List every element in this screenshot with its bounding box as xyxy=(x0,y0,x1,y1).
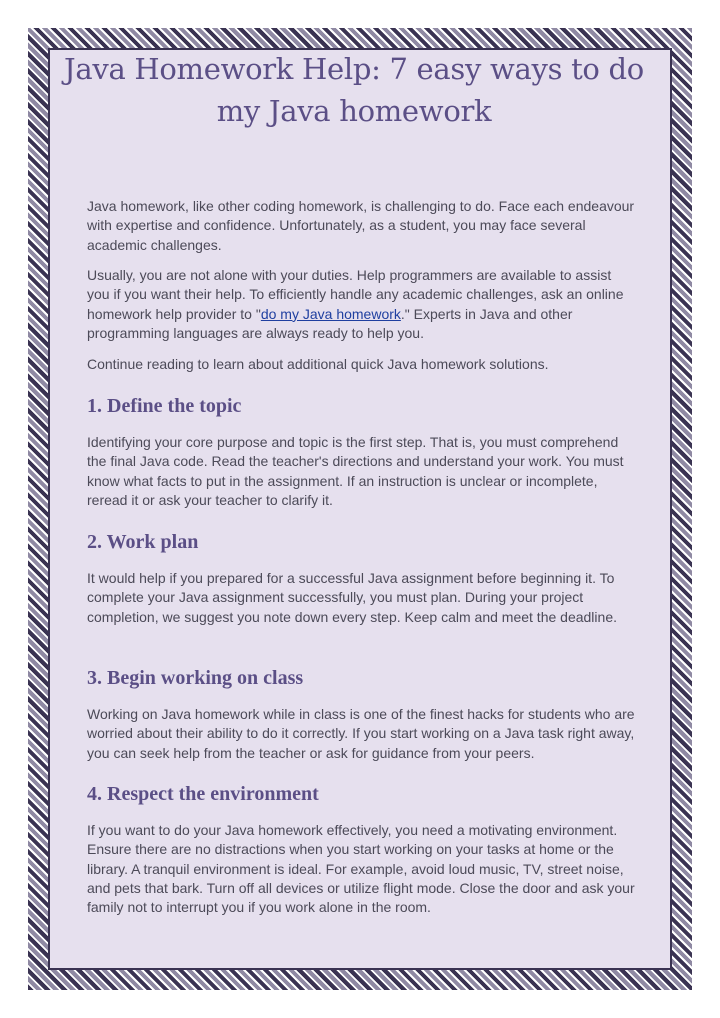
section-body-define-topic: Identifying your core purpose and topic is the first step. That is, you must comprehend the final Java code. Read the teacher's directions and understand your work. You must know what facts to put in the assignment. If an instruction is unclear or incomplete, reread it or ask your teacher to clarify it. xyxy=(87,434,624,508)
intro-paragraph-2-before: Usually, you are not alone with your duties. Help programmers are available to assist you if you want their help. To efficiently handle any academic challenges, ask an online homework help provider to " xyxy=(87,267,624,322)
section-body-respect-environment: If you want to do your Java homework effectively, you need a motivating environment. Ensure there are no distractions when you start working on your tasks at home or the library. A tranquil environment is ideal. For example, avoid loud music, TV, street noise, and pets that bark. Turn off all devices or utilize flight mode. Close the door and ask your family not to interrupt you if you work alone in the room. xyxy=(87,822,635,916)
intro-paragraph-1: Java homework, like other coding homework, is challenging to do. Face each endeavour with expertise and confidence. Unfortunately, as a student, you may face several academic challenges. xyxy=(87,198,635,253)
intro-paragraph-2 xyxy=(87,266,637,343)
intro-paragraph-2-after: ." Experts in Java and other programming languages are always ready to help you. xyxy=(87,305,573,341)
intro-paragraph-3: Continue reading to learn about additional quick Java homework solutions. xyxy=(87,356,549,372)
page-title: Java Homework Help: 7 easy ways to do my Java homework xyxy=(64,52,644,128)
section-heading-begin-working: 3. Begin working on class xyxy=(87,667,304,689)
section-body-work-plan: It would help if you prepared for a successful Java assignment before beginning it. To complete your Java assignment successfully, you must plan. During your project completion, we suggest you note down every step. Keep calm and meet the deadline. xyxy=(87,570,617,625)
section-body-begin-working: Working on Java homework while in class is one of the finest hacks for students who are worried about their ability to do it correctly. If you start working on a Java task right away, you can seek help from the teacher or ask for guidance from your peers. xyxy=(87,706,635,761)
do-my-java-homework-link[interactable]: do my Java homework xyxy=(260,305,401,322)
section-heading-work-plan: 2. Work plan xyxy=(87,531,199,553)
section-heading-define-topic: 1. Define the topic xyxy=(87,395,242,417)
section-heading-respect-environment: 4. Respect the environment xyxy=(87,783,319,805)
